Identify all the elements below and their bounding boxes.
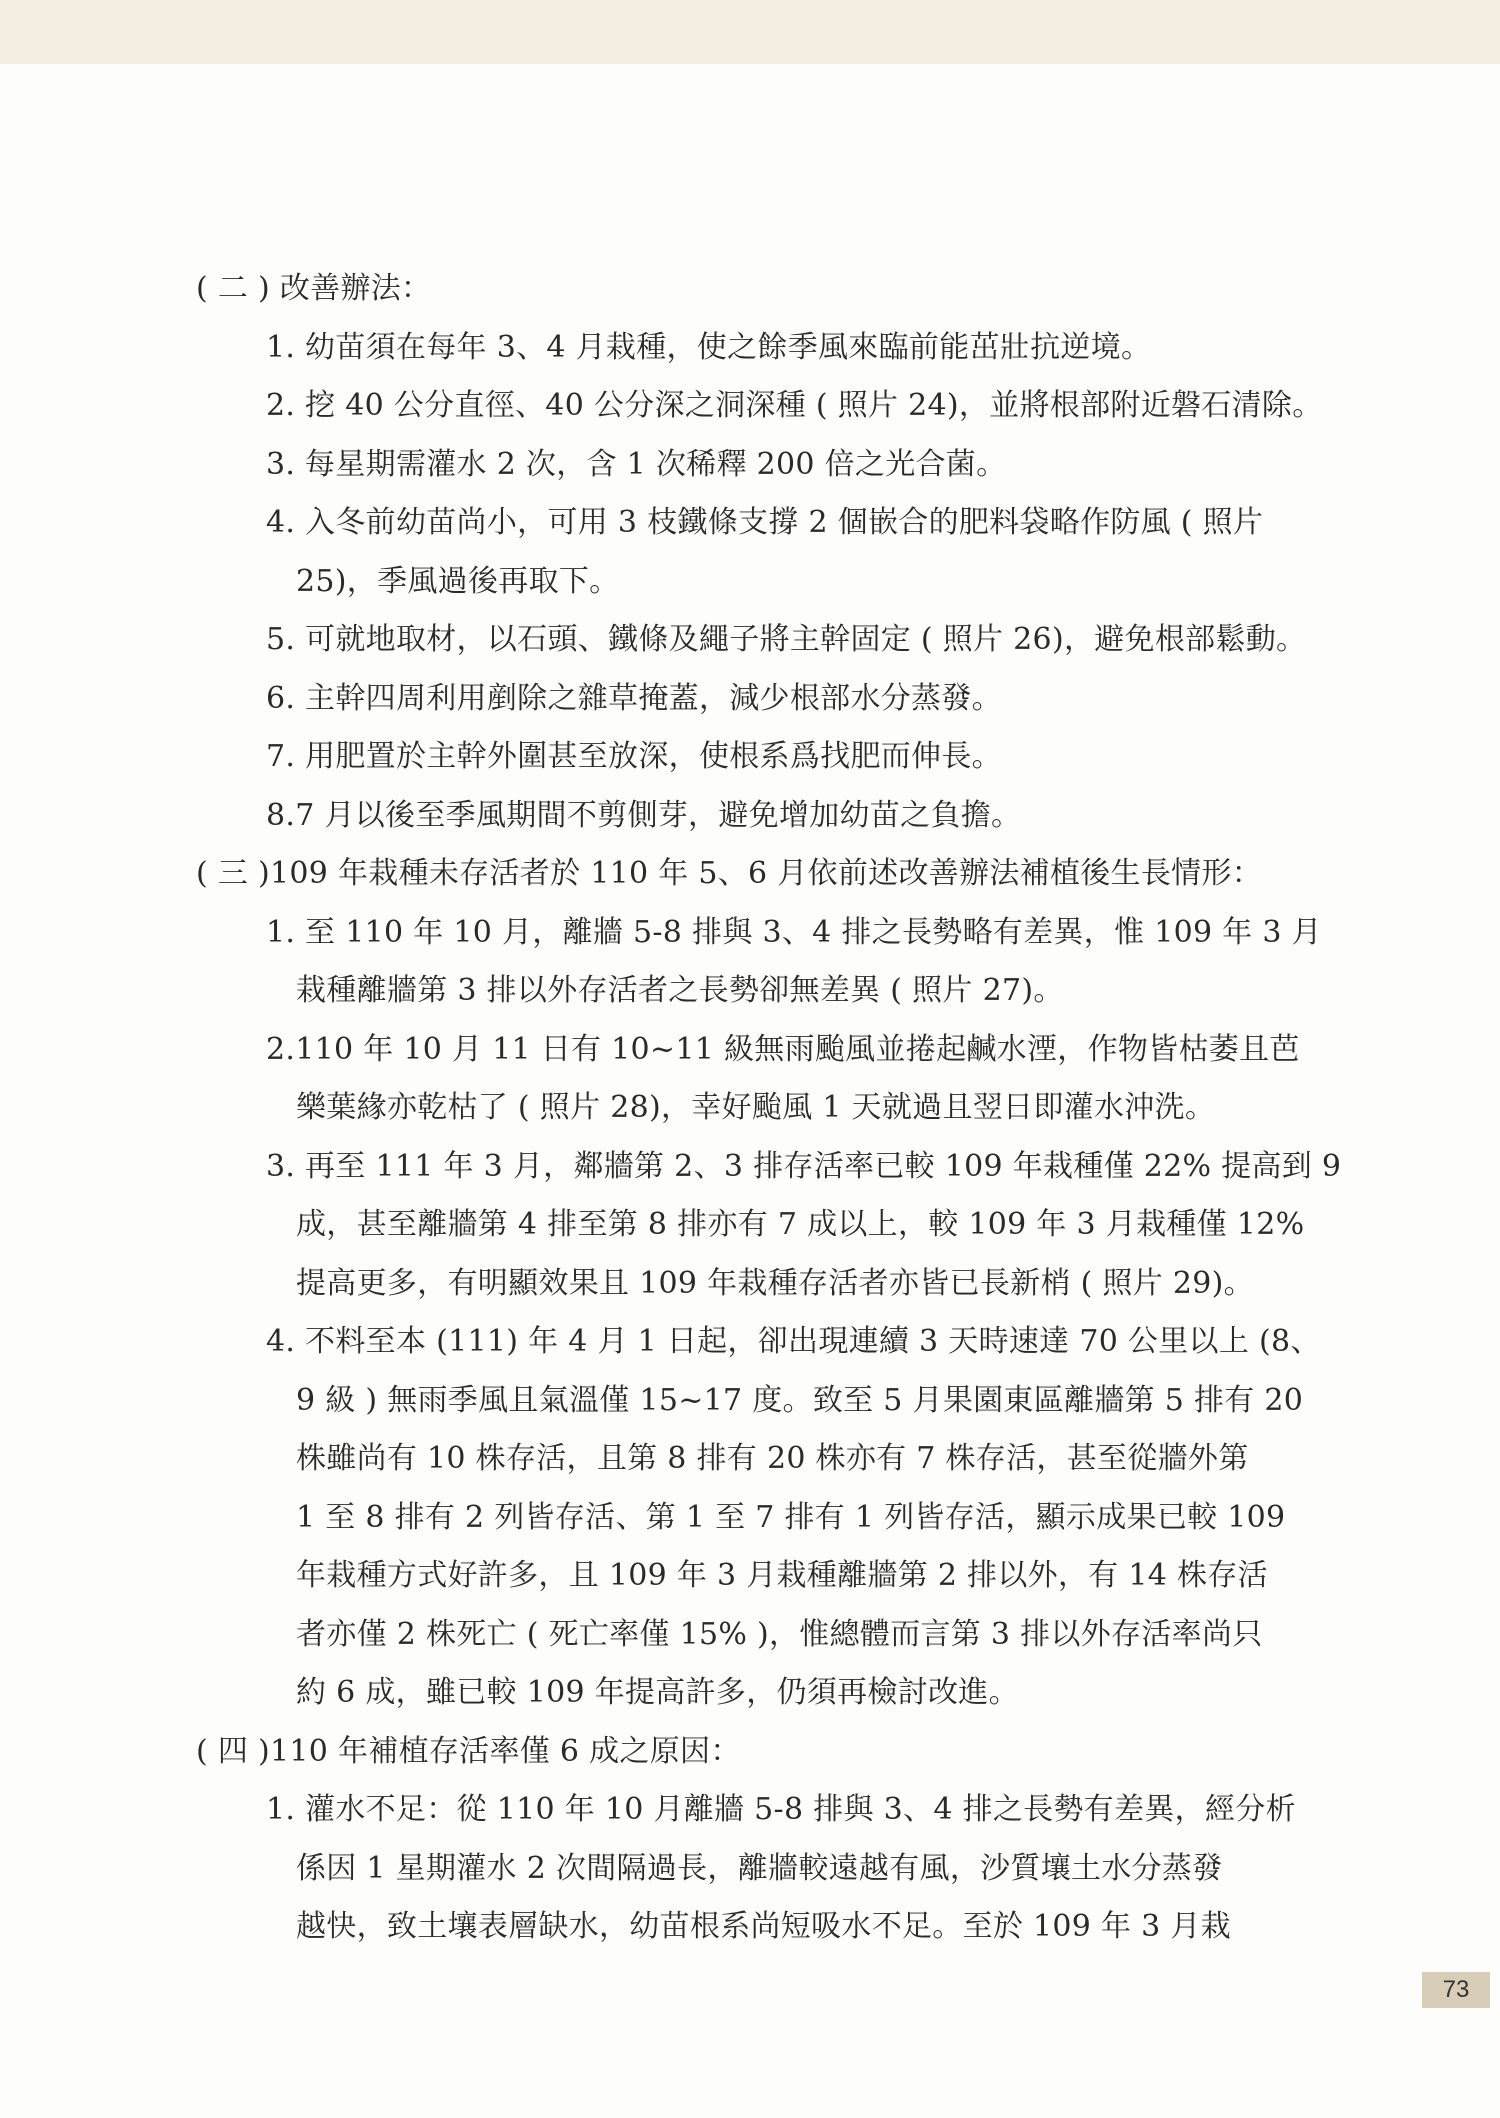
list-item-continuation: 越快，致土壤表層缺水，幼苗根系尚短吸水不足。至於 109 年 3 月栽 <box>296 1909 1231 1944</box>
list-item-continuation: 者亦僅 2 株死亡 ( 死亡率僅 15% )，惟總體而言第 3 排以外存活率尚只 <box>296 1616 1263 1652</box>
page-top-band <box>0 0 1500 64</box>
list-item: 4. 入冬前幼苗尚小，可用 3 枝鐵條支撐 2 個嵌合的肥料袋略作防風 ( 照片 <box>266 505 1264 540</box>
list-item: 8.7 月以後至季風期間不剪側芽，避免增加幼苗之負擔。 <box>266 797 1022 833</box>
list-item-continuation: 25)，季風過後再取下。 <box>296 563 620 599</box>
list-item: 1. 幼苗須在每年 3、4 月栽種，使之餘季風來臨前能茁壯抗逆境。 <box>266 329 1152 365</box>
list-item-continuation: 株雖尚有 10 株存活，且第 8 排有 20 株亦有 7 株存活，甚至從牆外第 <box>296 1441 1249 1476</box>
list-item: 3. 每星期需灌水 2 次，含 1 次稀釋 200 倍之光合菌。 <box>266 446 1007 482</box>
list-item-continuation: 1 至 8 排有 2 列皆存活、第 1 至 7 排有 1 列皆存活，顯示成果已較 109 <box>296 1499 1286 1535</box>
list-item-continuation: 年栽種方式好許多，且 109 年 3 月栽種離牆第 2 排以外，有 14 株存活 <box>296 1558 1268 1593</box>
list-item: 1. 至 110 年 10 月，離牆 5-8 排與 3、4 排之長勢略有差異，惟 109 年 3 月 <box>266 914 1322 950</box>
list-item-continuation: 提高更多，有明顯效果且 109 年栽種存活者亦皆已長新梢 ( 照片 29)。 <box>296 1265 1254 1301</box>
list-item: 2.110 年 10 月 11 日有 10~11 級無雨颱風並捲起鹹水湮，作物皆枯萎且芭 <box>266 1031 1300 1067</box>
document-body <box>196 260 1342 1957</box>
list-item-continuation: 樂葉緣亦乾枯了 ( 照片 28)，幸好颱風 1 天就過且翌日即灌水沖洗。 <box>296 1090 1216 1125</box>
list-item: 1. 灌水不足：從 110 年 10 月離牆 5-8 排與 3、4 排之長勢有差異，經分析 <box>266 1792 1296 1827</box>
list-item-continuation: 約 6 成，雖已較 109 年提高許多，仍須再檢討改進。 <box>296 1675 1019 1710</box>
section-heading: ( 四 )110 年補植存活率僅 6 成之原因： <box>196 1733 741 1769</box>
list-item: 6. 主幹四周利用剷除之雜草掩蓋，減少根部水分蒸發。 <box>266 680 1002 716</box>
page-number: 73 <box>1422 1972 1490 2008</box>
list-item: 5. 可就地取材，以石頭、鐵條及繩子將主幹固定 ( 照片 26)，避免根部鬆動。 <box>266 622 1307 657</box>
list-item: 2. 挖 40 公分直徑、40 公分深之洞深種 ( 照片 24)，並將根部附近磐石清除。 <box>266 388 1323 423</box>
list-item: 7. 用肥置於主幹外圍甚至放深，使根系爲找肥而伸長。 <box>266 739 1002 774</box>
list-item: 3. 再至 111 年 3 月，鄰牆第 2、3 排存活率已較 109 年栽種僅 22% 提高到 9 <box>266 1148 1342 1184</box>
section-heading: ( 三 )109 年栽種未存活者於 110 年 5、6 月依前述改善辦法補植後生長情形： <box>196 856 1263 891</box>
list-item: 4. 不料至本 (111) 年 4 月 1 日起，卻出現連續 3 天時速達 70 公里以上 (8、 <box>266 1324 1321 1359</box>
section-heading: ( 二 ) 改善辦法： <box>196 271 432 306</box>
list-item-continuation: 成，甚至離牆第 4 排至第 8 排亦有 7 成以上，較 109 年 3 月栽種僅 12% <box>296 1207 1305 1242</box>
list-item-continuation: 9 級 ) 無雨季風且氣溫僅 15~17 度。致至 5 月果園東區離牆第 5 排有 20 <box>296 1382 1304 1418</box>
list-item-continuation: 係因 1 星期灌水 2 次間隔過長，離牆較遠越有風，沙質壤土水分蒸發 <box>296 1850 1223 1886</box>
list-item-continuation: 栽種離牆第 3 排以外存活者之長勢卻無差異 ( 照片 27)。 <box>296 973 1064 1008</box>
